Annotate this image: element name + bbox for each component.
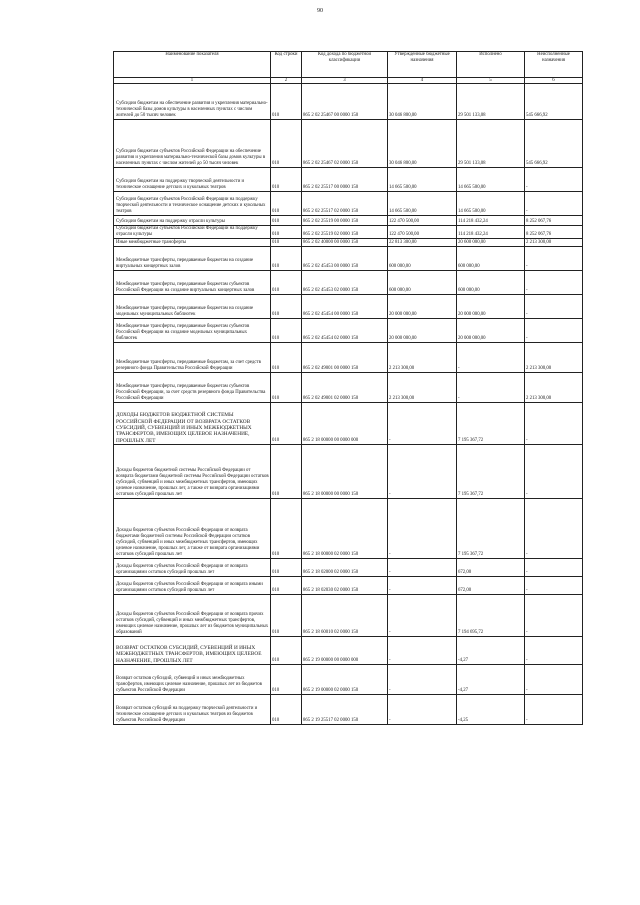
- row-income-code: 865 2 02 49001 02 0000 150: [302, 373, 388, 403]
- row-approved: 122 470 500,00: [388, 226, 457, 239]
- table-row: [114, 695, 583, 725]
- row-line-code: 010: [271, 445, 302, 499]
- row-line-code: 010: [271, 559, 302, 577]
- row-approved: -: [388, 445, 457, 499]
- row-executed: 29 501 133,08: [457, 120, 525, 168]
- row-approved: 600 000,00: [388, 247, 457, 271]
- table-row: [114, 168, 583, 192]
- row-income-code: 865 2 02 49001 00 0000 150: [302, 343, 388, 373]
- row-income-code: 865 2 18 60010 02 0000 150: [302, 595, 388, 637]
- row-income-code: 865 2 02 40000 00 0000 150: [302, 239, 388, 247]
- row-executed: 114 218 432,24: [457, 216, 525, 226]
- row-income-code: 865 2 02 45454 00 0000 150: [302, 295, 388, 319]
- row-income-code: 865 2 02 25519 02 0000 150: [302, 226, 388, 239]
- row-executed: 600 000,00: [457, 271, 525, 295]
- table-row: [114, 247, 583, 271]
- row-income-code: 865 2 18 02030 02 0000 150: [302, 577, 388, 595]
- row-income-code: 865 2 02 25517 02 0000 150: [302, 192, 388, 216]
- row-name: Межбюджетные трансферты, передаваемые бюджетам субъектов Российской Федерации на создание виртуальных концертных залов: [114, 271, 271, 295]
- row-income-code: 865 2 02 25467 02 0000 150: [302, 120, 388, 168]
- row-income-code: 865 2 18 00000 00 0000 150: [302, 445, 388, 499]
- row-approved: -: [388, 665, 457, 695]
- row-unexecuted: 8 252 067,76: [525, 216, 583, 226]
- row-executed: 7 195 367,72: [457, 499, 525, 559]
- table-row: [114, 295, 583, 319]
- row-line-code: 010: [271, 403, 302, 445]
- row-name: Доходы бюджетов бюджетной системы Российской Федерации от возврата бюджетами бюджетной системы Российской Федерации остатков субсидий, субвенций и иных межбюджетных трансфертов, имеющих целевое назначение, прошлых лет, а также от возврата организациями остатков субсидий прошлых лет: [114, 445, 271, 499]
- row-line-code: 010: [271, 637, 302, 665]
- row-unexecuted: 545 666,92: [525, 120, 583, 168]
- row-line-code: 010: [271, 192, 302, 216]
- row-income-code: 865 2 02 45453 02 0000 150: [302, 271, 388, 295]
- row-line-code: 010: [271, 373, 302, 403]
- row-executed: 7 195 367,72: [457, 445, 525, 499]
- row-name: Межбюджетные трансферты, передаваемые бюджетам субъектов Российской Федерации на создание модельных муниципальных библиотек: [114, 319, 271, 343]
- row-name: ВОЗВРАТ ОСТАТКОВ СУБСИДИЙ, СУБВЕНЦИЙ И ИНЫХ МЕЖБЮДЖЕТНЫХ ТРАНСФЕРТОВ, ИМЕЮЩИХ ЦЕЛЕВОЕ НАЗНАЧЕНИЕ, ПРОШЛЫХ ЛЕТ: [114, 637, 271, 665]
- row-unexecuted: -: [525, 499, 583, 559]
- header-row: [114, 52, 583, 78]
- row-income-code: 865 2 19 00000 00 0000 000: [302, 637, 388, 665]
- row-unexecuted: 2 213 300,00: [525, 343, 583, 373]
- row-unexecuted: 8 252 067,76: [525, 226, 583, 239]
- row-name: Субсидии бюджетам на обеспечение развития и укрепления материально-технической базы домов культуры в населенных пунктах с числом жителей до 50 тысяч человек: [114, 84, 271, 120]
- row-name: Иные межбюджетные трансферты: [114, 239, 271, 247]
- row-approved: -: [388, 695, 457, 725]
- row-unexecuted: 2 213 300,00: [525, 239, 583, 247]
- row-income-code: 865 2 02 45454 02 0000 150: [302, 319, 388, 343]
- row-approved: -: [388, 403, 457, 445]
- row-approved: -: [388, 499, 457, 559]
- header-line-code: Код строки: [271, 52, 302, 78]
- row-approved: 600 000,00: [388, 271, 457, 295]
- table-row: [114, 559, 583, 577]
- row-executed: -4,27: [457, 637, 525, 665]
- row-unexecuted: -: [525, 247, 583, 271]
- row-name: Субсидии бюджетам на поддержку отрасли культуры: [114, 216, 271, 226]
- row-line-code: 010: [271, 84, 302, 120]
- row-approved: 20 000 000,00: [388, 295, 457, 319]
- row-executed: 20 000 000,00: [457, 295, 525, 319]
- row-name: Субсидии бюджетам субъектов Российской Федерации на обеспечение развития и укрепления материально-технической базы домов культуры в населенных пунктах с числом жителей до 50 тысяч человек: [114, 120, 271, 168]
- column-number: 3: [302, 78, 388, 84]
- row-name: Субсидии бюджетам субъектов Российской Федерации на поддержку творческой деятельности и техническое оснащение детских и кукольных театров: [114, 192, 271, 216]
- row-executed: 672,00: [457, 577, 525, 595]
- row-approved: -: [388, 595, 457, 637]
- row-unexecuted: -: [525, 403, 583, 445]
- row-income-code: 865 2 02 25467 00 0000 150: [302, 84, 388, 120]
- row-unexecuted: -: [525, 295, 583, 319]
- table-row: [114, 637, 583, 665]
- table-row: [114, 445, 583, 499]
- row-approved: 30 046 800,00: [388, 84, 457, 120]
- row-income-code: 865 2 02 25517 00 0000 150: [302, 168, 388, 192]
- row-unexecuted: 2 213 300,00: [525, 373, 583, 403]
- table-row: [114, 665, 583, 695]
- row-line-code: 010: [271, 226, 302, 239]
- row-unexecuted: -: [525, 559, 583, 577]
- row-approved: 122 470 500,00: [388, 216, 457, 226]
- row-executed: -: [457, 343, 525, 373]
- row-line-code: 010: [271, 168, 302, 192]
- row-income-code: 865 2 18 02000 02 0000 150: [302, 559, 388, 577]
- row-income-code: 865 2 19 00000 02 0000 150: [302, 665, 388, 695]
- row-name: ДОХОДЫ БЮДЖЕТОВ БЮДЖЕТНОЙ СИСТЕМЫ РОССИЙСКОЙ ФЕДЕРАЦИИ ОТ ВОЗВРАТА ОСТАТКОВ СУБСИДИЙ, СУБВЕНЦИЙ И ИНЫХ МЕЖБЮДЖЕТНЫХ ТРАНСФЕРТОВ, ИМЕЮЩИХ ЦЕЛЕВОЕ НАЗНАЧЕНИЕ, ПРОШЛЫХ ЛЕТ: [114, 403, 271, 445]
- header-income-code: Код дохода по бюджетной классификации: [302, 52, 388, 78]
- row-unexecuted: -: [525, 695, 583, 725]
- page-number: 90: [317, 8, 323, 14]
- column-number: 4: [388, 78, 457, 84]
- row-line-code: 010: [271, 271, 302, 295]
- row-name: Доходы бюджетов субъектов Российской Федерации от возврата прочих остатков субсидий, субвенций и иных межбюджетных трансфертов, имеющих целевое назначение, прошлых лет из бюджетов муниципальных образований: [114, 595, 271, 637]
- row-name: Субсидии бюджетам на поддержку творческой деятельности и техническое оснащение детских и кукольных театров: [114, 168, 271, 192]
- row-executed: -: [457, 373, 525, 403]
- row-executed: 20 000 000,00: [457, 319, 525, 343]
- row-line-code: 010: [271, 216, 302, 226]
- header-unexecuted: Неисполненные назначения: [525, 52, 583, 78]
- table-row: [114, 373, 583, 403]
- row-executed: 14 665 500,00: [457, 192, 525, 216]
- row-line-code: 010: [271, 577, 302, 595]
- row-approved: 14 665 500,00: [388, 192, 457, 216]
- table-row: [114, 192, 583, 216]
- table-row: [114, 595, 583, 637]
- row-line-code: 010: [271, 247, 302, 271]
- row-unexecuted: -: [525, 595, 583, 637]
- table-row: [114, 343, 583, 373]
- row-name: Доходы бюджетов субъектов Российской Федерации от возврата иными организациями остатков субсидий прошлых лет: [114, 577, 271, 595]
- row-executed: 7 194 695,72: [457, 595, 525, 637]
- row-approved: 22 813 300,00: [388, 239, 457, 247]
- row-name: Межбюджетные трансферты, передаваемые бюджетам на создание модельных муниципальных библиотек: [114, 295, 271, 319]
- row-executed: 600 000,00: [457, 247, 525, 271]
- row-unexecuted: -: [525, 319, 583, 343]
- table-row: [114, 120, 583, 168]
- table-row: [114, 239, 583, 247]
- table-row: [114, 216, 583, 226]
- row-unexecuted: -: [525, 637, 583, 665]
- table-row: [114, 499, 583, 559]
- row-approved: 2 213 300,00: [388, 373, 457, 403]
- row-name: Возврат остатков субсидий на поддержку творческой деятельности и техническое оснащение детских и кукольных театров из бюджетов субъектов Российской Федерации: [114, 695, 271, 725]
- row-line-code: 010: [271, 295, 302, 319]
- row-unexecuted: 545 666,92: [525, 84, 583, 120]
- row-approved: 2 213 300,00: [388, 343, 457, 373]
- row-line-code: 010: [271, 239, 302, 247]
- row-unexecuted: -: [525, 192, 583, 216]
- row-line-code: 010: [271, 499, 302, 559]
- column-number: 2: [271, 78, 302, 84]
- header-executed: Исполнено: [457, 52, 525, 78]
- row-name: Доходы бюджетов субъектов Российской Федерации от возврата организациями остатков субсидий прошлых лет: [114, 559, 271, 577]
- row-income-code: 865 2 02 25519 00 0000 150: [302, 216, 388, 226]
- row-unexecuted: -: [525, 271, 583, 295]
- budget-report-table: [113, 51, 583, 725]
- row-executed: 14 665 500,00: [457, 168, 525, 192]
- table-row: [114, 271, 583, 295]
- row-line-code: 010: [271, 695, 302, 725]
- row-approved: -: [388, 577, 457, 595]
- column-number: 5: [457, 78, 525, 84]
- row-unexecuted: -: [525, 445, 583, 499]
- table-row: [114, 403, 583, 445]
- row-executed: 114 218 432,24: [457, 226, 525, 239]
- row-executed: -4,25: [457, 695, 525, 725]
- row-executed: 7 195 367,72: [457, 403, 525, 445]
- row-line-code: 010: [271, 120, 302, 168]
- table-row: [114, 577, 583, 595]
- row-name: Субсидии бюджетам субъектов Российской Федерации на поддержку отрасли культуры: [114, 226, 271, 239]
- row-executed: -4,27: [457, 665, 525, 695]
- row-executed: 29 501 133,08: [457, 84, 525, 120]
- row-executed: 672,00: [457, 559, 525, 577]
- row-name: Возврат остатков субсидий, субвенций и иных межбюджетных трансфертов, имеющих целевое назначение, прошлых лет из бюджетов субъектов Российской Федерации: [114, 665, 271, 695]
- report-body: [114, 84, 583, 725]
- table-row: [114, 319, 583, 343]
- row-approved: -: [388, 637, 457, 665]
- header-name: Наименование показателя: [114, 52, 271, 78]
- row-name: Межбюджетные трансферты, передаваемые бюджетам на создание виртуальных концертных залов: [114, 247, 271, 271]
- row-approved: 14 665 500,00: [388, 168, 457, 192]
- row-name: Доходы бюджетов субъектов Российской Федерации от возврата бюджетами бюджетной системы Российской Федерации остатков субсидий, субвенций и иных межбюджетных трансфертов, имеющих целевое назначение, прошлых лет, а также от возврата организациями остатков субсидий прошлых лет: [114, 499, 271, 559]
- row-executed: 20 600 000,00: [457, 239, 525, 247]
- row-unexecuted: -: [525, 665, 583, 695]
- row-line-code: 010: [271, 343, 302, 373]
- row-income-code: 865 2 18 00000 00 0000 000: [302, 403, 388, 445]
- row-line-code: 010: [271, 319, 302, 343]
- header-approved: Утвержденные бюджетные назначения: [388, 52, 457, 78]
- row-name: Межбюджетные трансферты, передаваемые бюджетам субъектов Российской Федерации, за счет средств резервного фонда Правительства Российской Федерации: [114, 373, 271, 403]
- row-income-code: 865 2 02 45453 00 0000 150: [302, 247, 388, 271]
- row-approved: 20 000 000,00: [388, 319, 457, 343]
- row-name: Межбюджетные трансферты, передаваемые бюджетам, за счет средств резервного фонда Правительства Российской Федерации: [114, 343, 271, 373]
- column-number: 1: [114, 78, 271, 84]
- row-income-code: 865 2 19 25517 02 0000 150: [302, 695, 388, 725]
- row-line-code: 010: [271, 595, 302, 637]
- column-number: 6: [525, 78, 583, 84]
- table-row: [114, 226, 583, 239]
- row-unexecuted: -: [525, 168, 583, 192]
- row-unexecuted: -: [525, 577, 583, 595]
- row-approved: -: [388, 559, 457, 577]
- table-row: [114, 84, 583, 120]
- row-line-code: 010: [271, 665, 302, 695]
- row-approved: 30 046 800,00: [388, 120, 457, 168]
- row-income-code: 865 2 18 00000 02 0000 150: [302, 499, 388, 559]
